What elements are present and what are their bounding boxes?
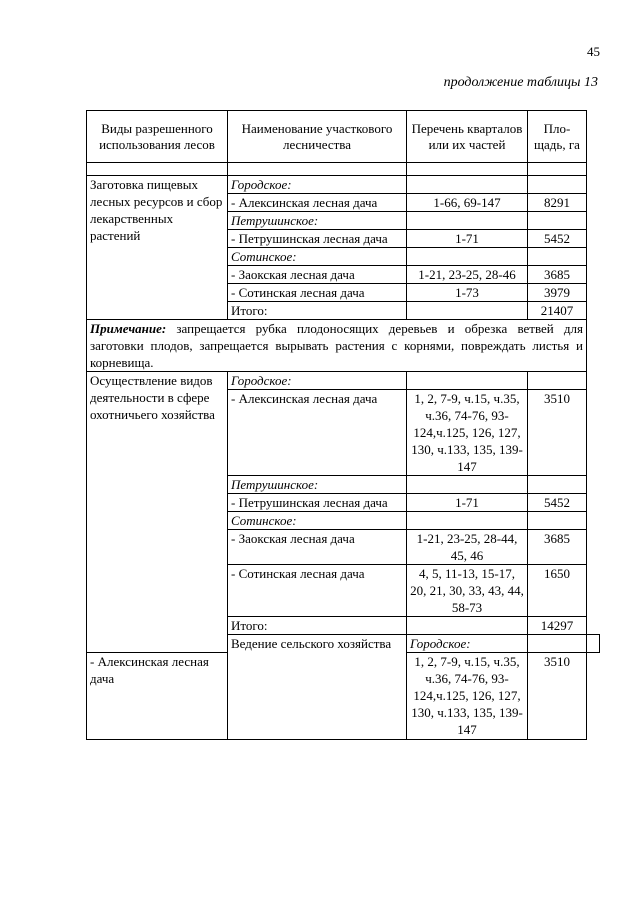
note-cell [87, 320, 587, 372]
header-use: Виды разрешенного использования лесов [87, 111, 228, 163]
quarters-value: 1-21, 23-25, 28-46 [407, 266, 528, 284]
total-value: 21407 [528, 302, 587, 320]
group-label: Городское: [228, 176, 407, 194]
area-value: 3510 [528, 653, 587, 740]
header-name: Наименование участкового лесничества [228, 111, 407, 163]
use-type-cell: Осуществление видов деятельности в сфере охотничьего хозяйства [87, 372, 228, 653]
area-value: 5452 [528, 230, 587, 248]
group-label: Городское: [407, 635, 528, 653]
quarters-value: 1-71 [407, 494, 528, 512]
spacer-row [87, 163, 600, 176]
group-label: Сотинское: [228, 248, 407, 266]
area-value: 3685 [528, 530, 587, 565]
quarters-value: 1, 2, 7-9, ч.15, ч.35, ч.36, 74-76, 93-124,ч.125, 126, 127, 130, ч.133, 135, 139-147 [407, 653, 528, 740]
area-value: 8291 [528, 194, 587, 212]
table-header-row [87, 111, 600, 163]
forestry-name: - Заокская лесная дача [228, 530, 407, 565]
use-type-cell: Заготовка пищевых лесных ресурсов и сбор лекарственных растений [87, 176, 228, 320]
page-number: 45 [587, 44, 600, 59]
area-value: 1650 [528, 565, 587, 617]
group-label: Петрушинское: [228, 476, 407, 494]
table-caption: продолжение таблицы 13 [443, 75, 598, 90]
forestry-name: - Заокская лесная дача [228, 266, 407, 284]
note-text: запрещается рубка плодоносящих деревьев и обрезка ветвей для заготовки плодов, запрещается вырывать растения с корнями, повреждать листья и корневища. [90, 321, 583, 370]
area-value: 5452 [528, 494, 587, 512]
note-row [87, 320, 600, 372]
table-row [87, 372, 600, 390]
total-label: Итого: [228, 302, 407, 320]
forestry-name: - Алексинская лесная дача [228, 194, 407, 212]
forestry-name: - Алексинская лесная дача [228, 390, 407, 476]
total-label: Итого: [228, 617, 407, 635]
group-label: Сотинское: [228, 512, 407, 530]
group-label: Городское: [228, 372, 407, 390]
quarters-value: 1-66, 69-147 [407, 194, 528, 212]
header-area: Пло-щадь, га [528, 111, 587, 163]
forestry-name: - Сотинская лесная дача [228, 565, 407, 617]
quarters-value: 1-71 [407, 230, 528, 248]
forestry-name: - Алексинская лесная дача [87, 653, 228, 740]
forestry-name: - Петрушинская лесная дача [228, 230, 407, 248]
total-value: 14297 [528, 617, 587, 635]
area-value: 3510 [528, 390, 587, 476]
group-label: Петрушинское: [228, 212, 407, 230]
note-label: Примечание: [90, 321, 167, 336]
use-type-cell: Ведение сельского хозяйства [228, 635, 407, 740]
quarters-value: 4, 5, 11-13, 15-17, 20, 21, 30, 33, 43, 44, 58-73 [407, 565, 528, 617]
area-value: 3685 [528, 266, 587, 284]
table-row [87, 176, 600, 194]
quarters-value: 1-73 [407, 284, 528, 302]
forestry-name: - Петрушинская лесная дача [228, 494, 407, 512]
header-quarters: Перечень кварталов или их частей [407, 111, 528, 163]
quarters-value: 1, 2, 7-9, ч.15, ч.35, ч.36, 74-76, 93-124,ч.125, 126, 127, 130, ч.133, 135, 139-147 [407, 390, 528, 476]
quarters-value: 1-21, 23-25, 28-44, 45, 46 [407, 530, 528, 565]
area-value: 3979 [528, 284, 587, 302]
forestry-name: - Сотинская лесная дача [228, 284, 407, 302]
forest-use-table [86, 110, 600, 740]
